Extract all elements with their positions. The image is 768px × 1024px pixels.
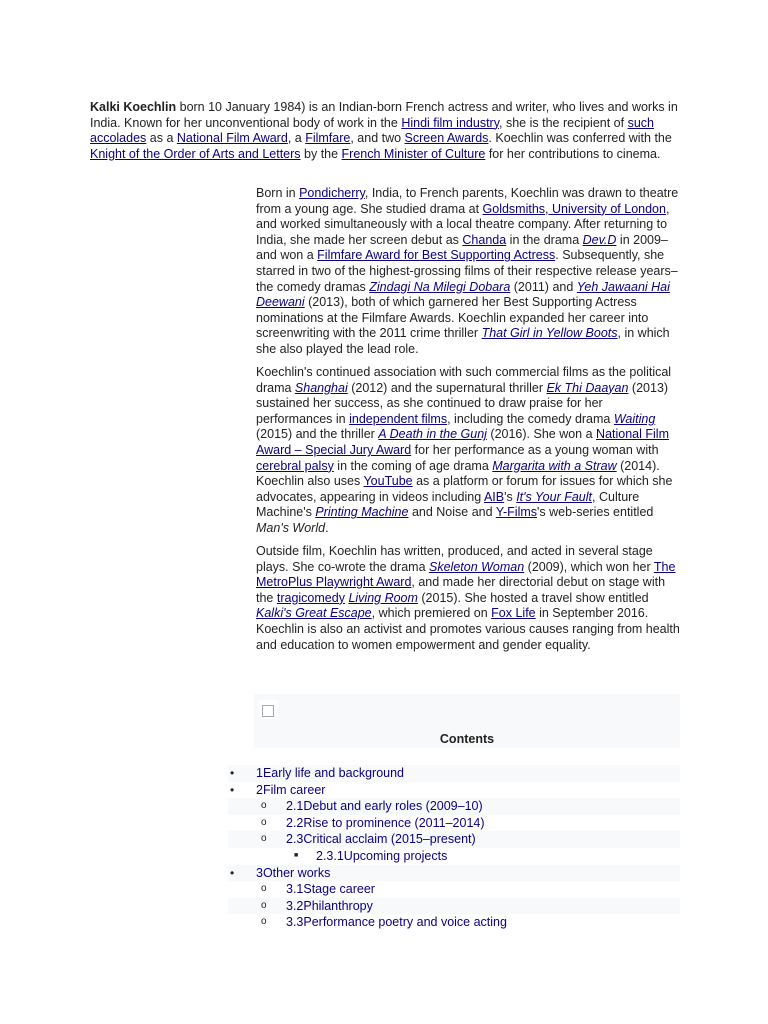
- text: Outside film, Koechlin has written, produced, and acted in several stage plays. She co-wrote the drama: [256, 544, 653, 574]
- text: , and made her directorial debut on stage with the: [256, 575, 666, 605]
- toc-link[interactable]: 2.3.1Upcoming projects: [316, 848, 448, 863]
- text: .: [325, 520, 329, 535]
- text: in September 2016. Koechlin is also an activist and promotes various causes ranging from health and education to women empowerment and gender equality.: [256, 606, 680, 652]
- link-metroplus-playwright-award[interactable]: The MetroPlus Playwright Award: [256, 559, 676, 590]
- link-pondicherry[interactable]: Pondicherry: [299, 186, 365, 200]
- link-its-your-fault[interactable]: It's Your Fault: [516, 489, 593, 504]
- link-printing-machine[interactable]: Printing Machine: [315, 505, 409, 520]
- toc-title: Contents: [439, 732, 495, 746]
- toc-link[interactable]: 2Film career: [256, 782, 326, 797]
- toc-link[interactable]: 3.2Philanthropy: [286, 898, 373, 913]
- bullet-icon: •: [230, 782, 235, 797]
- link-chanda[interactable]: Chanda: [462, 232, 507, 247]
- checkbox-icon: [262, 705, 274, 717]
- toc-link[interactable]: 3Other works: [256, 865, 331, 880]
- toc-item[interactable]: [228, 782, 680, 799]
- link-special-jury-award[interactable]: National Film Award – Special Jury Award: [256, 427, 669, 457]
- text: , in which she also played the lead role.: [256, 326, 670, 356]
- text: (2015) and the thriller: [256, 427, 379, 442]
- bullet-icon: ■: [294, 851, 299, 859]
- paragraph-early-career: [256, 186, 680, 358]
- text: Koechlin's continued association with such commercial films as the political drama: [256, 365, 672, 395]
- text: , India, to French parents, Koechlin was drawn to theatre from a young age. She studied drama at: [256, 186, 679, 216]
- text: , which premiered on: [371, 606, 492, 621]
- text: in the coming of age drama: [333, 458, 493, 473]
- toc-link[interactable]: 2.2Rise to prominence (2011–2014): [286, 815, 485, 830]
- link-yeh-jawaani-hai-deewani[interactable]: Yeh Jawaani Hai Deewani: [256, 279, 670, 310]
- link-youtube[interactable]: YouTube: [363, 474, 413, 489]
- toc-link[interactable]: 3.3Performance poetry and voice acting: [286, 915, 507, 930]
- text: , a: [287, 131, 306, 146]
- text: in 2009–and won a: [256, 232, 668, 263]
- link-dev-d[interactable]: Dev.D: [582, 232, 617, 247]
- text: (2015). She hosted a travel show entitled: [417, 590, 649, 605]
- article-body: [256, 186, 680, 661]
- bullet-icon: o: [261, 916, 267, 928]
- link-filmfare[interactable]: Filmfare: [305, 131, 351, 146]
- bullet-icon: o: [261, 899, 267, 911]
- toc-item[interactable]: [228, 848, 680, 865]
- text: , and worked simultaneously with a local theatre company. After returning to India, she made her screen debut as: [256, 201, 670, 247]
- link-fox-life[interactable]: Fox Life: [491, 606, 536, 621]
- toc-item[interactable]: [228, 765, 680, 782]
- series-title: Man's World: [256, 520, 326, 535]
- toc-item[interactable]: [228, 831, 680, 848]
- link-such-accolades[interactable]: such accolades: [90, 115, 654, 146]
- text: 's: [504, 489, 517, 504]
- text: (2013) sustained her success, as she continued to draw praise for her performances in: [256, 380, 669, 426]
- toc-link[interactable]: 2.1Debut and early roles (2009–10): [286, 799, 483, 814]
- text: 's web-series entitled: [537, 505, 654, 520]
- link-hindi-film-industry[interactable]: Hindi film industry: [401, 115, 500, 130]
- toc-link[interactable]: 2.3Critical acclaim (2015–present): [286, 832, 476, 847]
- toc-toggle-checkbox[interactable]: [259, 700, 278, 719]
- text: . Subsequently, she starred in two of the highest-grossing films of their respective release years–the comedy dramas: [256, 248, 678, 294]
- toc-item[interactable]: [228, 914, 680, 931]
- link-tragicomedy[interactable]: tragicomedy: [276, 590, 345, 605]
- toc-item[interactable]: [228, 898, 680, 915]
- link-independent-films[interactable]: independent films: [349, 411, 448, 426]
- toc-header: [254, 694, 680, 748]
- link-skeleton-woman[interactable]: Skeleton Woman: [429, 559, 525, 574]
- link-living-room[interactable]: Living Room: [348, 590, 418, 605]
- link-filmfare-best-supporting-actress[interactable]: Filmfare Award for Best Supporting Actress: [317, 248, 556, 263]
- text: , including the comedy drama: [447, 411, 614, 426]
- toc-link[interactable]: 1Early life and background: [256, 766, 405, 780]
- text: (2011) and: [510, 279, 577, 294]
- text: in the drama: [506, 232, 583, 247]
- bullet-icon: o: [261, 816, 267, 828]
- bullet-icon: o: [261, 833, 267, 845]
- bullet-icon: o: [261, 883, 267, 895]
- text: for her performance as a young woman with: [411, 443, 659, 457]
- text: as a platform or forum for issues for which she advocates, appearing in videos including: [256, 474, 673, 504]
- toc-list: [228, 765, 680, 931]
- text: . Koechlin was conferred with the: [488, 131, 672, 146]
- text: Born in: [256, 186, 300, 200]
- link-a-death-in-the-gunj[interactable]: A Death in the Gunj: [378, 427, 487, 442]
- paragraph-other-works: [256, 544, 680, 653]
- text: born 10 January 1984) is an Indian-born French actress and writer, who lives and works in India. Known for her unconventional body of work in the: [90, 100, 678, 130]
- paragraph-later-career: [256, 365, 680, 537]
- toc-item[interactable]: [228, 798, 680, 815]
- toc-item[interactable]: [228, 865, 680, 882]
- text: as a: [146, 131, 177, 146]
- link-aib[interactable]: AIB: [483, 489, 505, 504]
- link-margarita-with-a-straw[interactable]: Margarita with a Straw: [492, 458, 617, 473]
- text: , and two: [350, 131, 405, 146]
- text: , Culture Machine's: [256, 489, 640, 520]
- link-order-of-arts-and-letters[interactable]: Knight of the Order of Arts and Letters: [90, 146, 301, 161]
- bullet-icon: •: [230, 766, 235, 780]
- text: (2016). She won a: [486, 427, 597, 442]
- text: (2009), which won her: [524, 559, 654, 574]
- link-shanghai[interactable]: Shanghai: [294, 380, 348, 395]
- article-subject: Kalki Koechlin: [90, 100, 177, 114]
- toc-item[interactable]: [228, 815, 680, 832]
- text: for her contributions to cinema.: [485, 146, 661, 161]
- link-ek-thi-daayan[interactable]: Ek Thi Daayan: [546, 380, 629, 395]
- toc-link[interactable]: 3.1Stage career: [286, 882, 375, 897]
- link-national-film-award[interactable]: National Film Award: [176, 131, 288, 146]
- intro-paragraph: [90, 100, 680, 162]
- text: by the: [300, 146, 342, 161]
- text: (2014). Koechlin also uses: [256, 458, 660, 489]
- link-goldsmiths[interactable]: Goldsmiths, University of London: [482, 201, 666, 216]
- bullet-icon: •: [230, 865, 235, 880]
- text: , she is the recipient of: [499, 115, 628, 130]
- link-cerebral-palsy[interactable]: cerebral palsy: [256, 458, 334, 473]
- link-french-minister-of-culture[interactable]: French Minister of Culture: [341, 146, 486, 161]
- bullet-icon: o: [261, 800, 267, 812]
- text: (2012) and the supernatural thriller: [347, 380, 547, 395]
- toc-item[interactable]: [228, 881, 680, 898]
- link-zindagi-na-milegi-dobara[interactable]: Zindagi Na Milegi Dobara: [369, 279, 511, 294]
- text: (2013), both of which garnered her Best Supporting Actress nominations at the Filmfare Awards. Koechlin expanded her career into screenwriting with the 2011 crime thriller: [256, 295, 649, 341]
- link-that-girl-in-yellow-boots[interactable]: That Girl in Yellow Boots: [481, 326, 618, 341]
- link-screen-awards[interactable]: Screen Awards: [404, 131, 489, 146]
- link-waiting[interactable]: Waiting: [613, 411, 656, 426]
- text: and Noise and: [408, 505, 496, 520]
- link-kalkis-great-escape[interactable]: Kalki's Great Escape: [256, 606, 372, 621]
- link-y-films[interactable]: Y-Films: [495, 505, 538, 520]
